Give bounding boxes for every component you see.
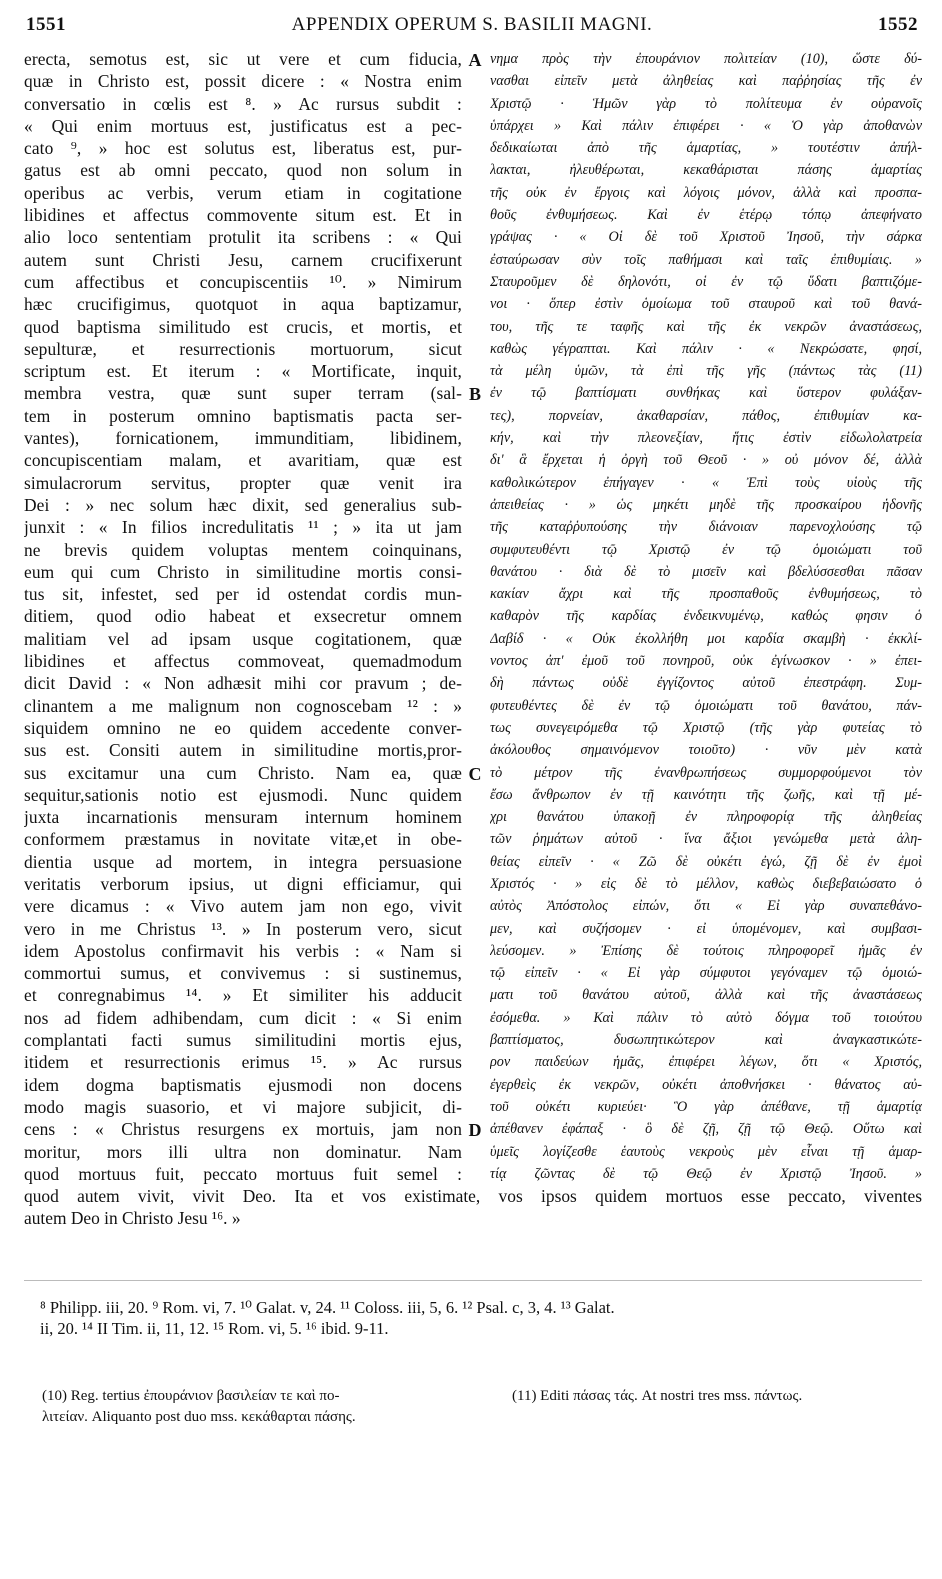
greek-line: λεύσομεν. » Ἐπίσης δὲ τούτοις πληροφορεῖ ἡμᾶς ἐν <box>490 942 922 959</box>
latin-line: commortui sumus, et convivemus : si sustinemus, <box>24 963 462 984</box>
greek-line: του, τῆς τε ταφῆς καὶ τῆς ἐκ νεκρῶν ἀναστάσεως, <box>490 318 922 335</box>
running-title: APPENDIX OPERUM S. BASILII MAGNI. <box>291 14 653 35</box>
latin-line: tus sit, infestet, sed per id ostendat cordis mun- <box>24 584 462 605</box>
latin-line: « Qui enim mortuus est, justificatus est a pec- <box>24 115 462 136</box>
greek-line: ἔσω ἄνθρωπον ἐν τῇ καινότητι τῆς ζωῆς, καὶ τῇ μέ- <box>490 786 922 803</box>
greek-line: ματι τοῦ θανάτου αὐτοῦ, ἀλλὰ καὶ τῆς ἀναστάσεως <box>490 987 922 1004</box>
full-width-conclusion <box>24 1185 922 1230</box>
greek-line: νοι · ὅπερ ἐστὶν ὁμοίωμα τοῦ σταυροῦ καὶ τοῦ θανά- <box>490 296 922 313</box>
latin-line: membra vestra, quæ sunt super terram (sal- <box>24 383 462 404</box>
latin-line: quod baptisma similitudo est crucis, et mortis, et <box>24 316 462 337</box>
latin-line: libidines et affectus commovente situm est. Et in <box>24 205 462 226</box>
greek-line: ἐσταύρωσαν σὺν τοῖς παθήμασι καὶ ταῖς ἐπιθυμίαις. » <box>490 251 922 268</box>
page-number-right: 1552 <box>878 14 918 35</box>
greek-line: ἀπέθανεν ἐφάπαξ · ὃ δὲ ζῇ, ζῇ τῷ Θεῷ. Οὕτω καὶ <box>490 1121 922 1138</box>
greek-line: τῆς καταῤῥυπούσης τὴν διάνοιαν παρενοχλούσης τῷ <box>490 519 922 536</box>
latin-line: cato ⁹, » hoc est solutus est, liberatus est, pur- <box>24 138 462 159</box>
reference-line: ii, 20. ¹⁴ II Tim. ii, 11, 12. ¹⁵ Rom. vi, 5. ¹⁶ ibid. 9-11. <box>40 1319 389 1338</box>
note-line: (10) Reg. tertius ἐπουράνιον βασιλείαν τε καὶ πο- <box>42 1388 340 1404</box>
full-line: quod autem vivit, vivit Deo. Ita et vos existimate, vos ipsos quidem mortuos esse peccato, viventes <box>24 1186 922 1206</box>
latin-line: vere dicamus : « Vivo autem jam non ego, vivit <box>24 896 462 917</box>
greek-line: τως συνεγειρόμεθα τῷ Χριστῷ (τῆς γὰρ φυτείας τὸ <box>490 719 922 736</box>
latin-line: hæc crucifigimus, quotquot in aqua baptizamur, <box>24 294 462 315</box>
greek-line: ὑμεῖς λογίζεσθε ἑαυτοὺς νεκροὺς μὲν εἶναι τῇ ἁμαρ- <box>490 1143 922 1160</box>
margin-marker-b: B <box>468 384 481 404</box>
greek-line: κήν, καὶ τὴν πλεονεξίαν, ἥτις ἐστὶν εἰδωλολατρεία <box>490 430 922 447</box>
latin-line: vero in me Christus ¹³. » In posterum vero, sicut <box>24 918 462 939</box>
latin-line: moritur, mors illi ultra non dominatur. Nam <box>24 1141 462 1162</box>
latin-line: conformem præstamus in novitate vitæ,et in obe- <box>24 829 462 850</box>
latin-line: scriptum est. Et iterum : « Mortificate, inquit, <box>24 361 462 382</box>
greek-line: μεν, καὶ συζήσομεν · εἰ ὑπομένομεν, καὶ συμβασι- <box>490 920 922 937</box>
latin-line: malitiam vel ad ipsam usque cogitationem, quæ <box>24 628 462 649</box>
note-line: (11) Editi πάσας τάς. At nostri tres mss. πάντως. <box>512 1388 803 1404</box>
latin-line: quæ in Christo est, possit dicere : « Nostra enim <box>24 71 462 92</box>
latin-line: tem in posterum omnino baptismatis pacta ser- <box>24 405 462 426</box>
greek-line: νοντος ἀπ' ἐμοῦ τοῦ πονηροῦ, οὐκ ἐγίνωσκον · » ἐπει- <box>490 653 922 670</box>
note-11 <box>512 1386 922 1407</box>
greek-line: τὰ μέλη ὑμῶν, τὰ ἐπὶ τῆς γῆς (πάντως τὰς (11) <box>490 363 922 380</box>
latin-line: concupiscentiam malam, et avaritiam, quæ est <box>24 450 462 471</box>
greek-line: Σταυροῦμεν δὲ δηλονότι, οἱ ἐν τῷ ὕδατι βαπτιζόμε- <box>490 273 922 290</box>
greek-line: ἐν τῷ βαπτίσματι συνθήκας καὶ ὕστερον φυλάξαν- <box>490 385 922 402</box>
greek-line: Χριστός · » εἰς δὲ τὸ μέλλον, καθὼς διεβεβαιώσατο ὁ <box>490 875 922 892</box>
greek-line: Χριστῷ · Ἡμῶν γὰρ τὸ πολίτευμα ἐν οὐρανοῖς <box>490 95 922 112</box>
margin-marker-d: D <box>468 1120 482 1140</box>
latin-line: ditiem, quod odio habeat et exsecretur omnem <box>24 606 462 627</box>
latin-line: clinantem a me malignum non cognoscebam ¹² : » <box>24 695 462 716</box>
latin-line: simulacrorum servitus, propter quæ venit ira <box>24 472 462 493</box>
greek-line: θανάτου · διὰ δὲ τὸ μισεῖν καὶ βδελύσσεσθαι πᾶσαν <box>490 563 922 580</box>
latin-line: sus est. Consiti autem in similitudine mortis,pror- <box>24 740 462 761</box>
greek-line: νημα πρὸς τὴν ἐπουράνιον πολιτείαν (10), ὥστε δύ- <box>490 51 922 67</box>
latin-line: cens : « Christus resurgens ex mortuis, jam non <box>24 1119 462 1140</box>
margin-marker-a: A <box>468 50 482 70</box>
latin-line: junxit : « In filios incredulitatis ¹¹ ; » ita ut jam <box>24 517 462 538</box>
greek-line: τοῦ οὐκέτι κυριεύει· Ὃ γὰρ ἀπέθανε, τῇ ἁμαρτίᾳ <box>490 1098 922 1115</box>
greek-line: τίᾳ ζῶντας δὲ τῷ Θεῷ ἐν Χριστῷ Ἰησοῦ. » <box>490 1165 922 1182</box>
greek-line: θοῦς ἐνθυμήσεως. Καὶ ἐν ἑτέρῳ τόπῳ ἀπεφήνατο <box>490 207 922 224</box>
greek-line: Δαβίδ · « Οὐκ ἐκολλήθη μοι καρδία σκαμβὴ · ἐκκλί- <box>490 630 922 647</box>
full-line: autem Deo in Christo Jesu ¹⁶. » <box>24 1208 241 1229</box>
greek-line: φυτευθέντες δὲ ἐν τῷ ὁμοιώματι τοῦ θανάτου, πάν- <box>490 697 922 714</box>
greek-line: ἀκόλουθος σημαινόμενον τοιοῦτο) · νῦν μὲν κατὰ <box>490 742 922 759</box>
latin-line: nos ad fidem adhibendam, cum dicit : « Si enim <box>24 1007 462 1028</box>
greek-line: ἀπειθείας · » ὡς μηκέτι μηδὲ τῆς προσκαίρου ἡδονῆς <box>490 496 922 513</box>
margin-marker-c: C <box>468 764 482 784</box>
latin-line: eum qui cum Christo in similitudine mortis consi- <box>24 561 462 582</box>
page-header <box>26 14 918 44</box>
scripture-references <box>40 1297 922 1339</box>
latin-line: quod mortuus fuit, peccato mortuus fuit semel : <box>24 1163 462 1184</box>
latin-line: ne brevis quidem voluptas mentem coinquinans, <box>24 539 462 560</box>
latin-line: sus excitamur una cum Christo. Nam ea, quæ <box>24 762 462 783</box>
latin-line: Dei : » nec solum hæc dixit, sed generalius sub- <box>24 494 462 515</box>
latin-line: gatus est ab omni peccato, quod non solum in <box>24 160 462 181</box>
latin-line: conversatio in cœlis est ⁸. » Ac rursus subdit : <box>24 93 462 114</box>
latin-line: veritatis verborum ipsius, ut digni efficiamur, qui <box>24 873 462 894</box>
greek-line: κακίαν ἄχρι καὶ τῆς προσπαθοῦς ἐνθυμήσεως, τὸ <box>490 586 922 603</box>
page-number-left: 1551 <box>26 14 66 35</box>
latin-line: itidem et resurrectionis erimus ¹⁵. » Ac rursus <box>24 1052 462 1073</box>
greek-line: νασθαι εἰπεῖν μετὰ ἀληθείας καὶ παῤῥησίας τῆς ἐν <box>490 73 922 90</box>
greek-line: δὴ πάντως οὐδὲ ἐγγίζοντος αὐτοῦ ἐπεστράφη. Συμ- <box>490 675 922 692</box>
latin-line: operibus ac verbis, verum etiam in cogitatione <box>24 182 462 203</box>
greek-line: θείας εἰπεῖν · « Ζῶ δὲ οὐκέτι ἐγώ, ζῇ δὲ ἐν ἐμοὶ <box>490 853 922 870</box>
greek-line: λακται, ἠλευθέρωται, κεκαθάρισται πάσης ἁμαρτίας <box>490 162 922 179</box>
greek-line: δι' ἃ ἔρχεται ἡ ὀργὴ τοῦ Θεοῦ · » οὐ μόνον δέ, ἀλλὰ <box>490 452 922 469</box>
greek-line: ὑπάρχει » Καὶ πάλιν ἐπιφέρει · « Ὁ γὰρ ἀποθανὼν <box>490 117 922 134</box>
latin-line: et conregnabimus ¹⁴. » Et similiter his adducit <box>24 985 462 1006</box>
greek-line: αὐτὸς Ἀπόστολος εἰπών, ὅτι « Εἰ γὰρ συναπεθάνο- <box>490 898 922 915</box>
greek-line: χρι θανάτου ὑπακοῇ ἐν πληροφορίᾳ τῆς ἀληθείας <box>490 809 922 826</box>
latin-line: modo magis suasorio, et vi majore subjicit, di- <box>24 1096 462 1117</box>
greek-line: συμφυτευθέντι τῷ Χριστῷ ἐν τῷ ὁμοιώματι τοῦ <box>490 541 922 558</box>
greek-line: τες), πορνείαν, ἀκαθαρσίαν, πάθος, ἐπιθυμίαν κα- <box>490 407 922 424</box>
greek-line: τὸ μέτρον τῆς ἐνανθρωπήσεως συμμορφούμενοι τὸν <box>490 764 922 781</box>
greek-column <box>490 48 922 1185</box>
latin-line: libidines et affectus commoveat, quemadmodum <box>24 651 462 672</box>
greek-line: καθὼς γέγραπται. Καὶ πάλιν · « Νεκρώσατε, φησί, <box>490 340 922 357</box>
latin-line: idem dogma baptismatis ejusmodi non docens <box>24 1074 462 1095</box>
greek-line: δεδικαίωται ἀπὸ τῆς ἁμαρτίας, » τουτέστιν ἀπήλ- <box>490 140 922 157</box>
greek-line: ρον παιδεύων ἡμᾶς, ἐπιφέρει λέγων, ὅτι « Χριστός, <box>490 1054 922 1071</box>
latin-line: idem Apostolus confirmavit his verbis : « Nam si <box>24 940 462 961</box>
latin-column <box>24 48 462 1185</box>
footnote-divider <box>24 1280 922 1281</box>
latin-line: sequitur,sationis notio est ejusmodi. Nunc quidem <box>24 784 462 805</box>
latin-line: dientia usque ad mortem, in integra persuasione <box>24 851 462 872</box>
greek-line: τῆς οὐκ ἐν ἔργοις καὶ λόγοις μόνον, ἀλλὰ καὶ προσπα- <box>490 184 922 201</box>
latin-line: alio loco sententiam protulit ita scribens : « Qui <box>24 227 462 248</box>
latin-line: vantes), fornicationem, immunditiam, libidinem, <box>24 428 462 449</box>
greek-line: τῶν ῥημάτων αὐτοῦ · ἵνα ἄξιοι γενώμεθα μετὰ ἀλη- <box>490 831 922 848</box>
latin-line: erecta, semotus est, sic ut vere et cum fiducia, <box>24 49 462 69</box>
note-line: λιτείαν. Aliquanto post duo mss. κεκάθαρται πάσης. <box>42 1409 356 1425</box>
greek-line: ἐσόμεθα. » Καὶ πάλιν τὸ αὐτὸ δόγμα τοῦ τοιούτου <box>490 1009 922 1026</box>
greek-line: καθαρὸν τῆς καρδίας ἐνδεικνυμένῳ, καθώς φησιν ὁ <box>490 608 922 625</box>
greek-line: βαπτίσματος, δυσωπητικώτερον καὶ ἀναγκαστικώτε- <box>490 1032 922 1049</box>
greek-line: ἐγερθεὶς ἐκ νεκρῶν, οὐκέτι ἀποθνήσκει · θάνατος αὐ- <box>490 1076 922 1093</box>
latin-line: sepulturæ, et resurrectionis mortuorum, sicut <box>24 338 462 359</box>
latin-line: juxta incarnationis mensuram internum hominem <box>24 807 462 828</box>
latin-line: siquidem omnino ne eo quidem accedente conver- <box>24 717 462 738</box>
greek-line: γράψας · « Οἱ δὲ τοῦ Χριστοῦ Ἰησοῦ, τὴν σάρκα <box>490 229 922 246</box>
latin-line: autem sunt Christi Jesu, carnem crucifixerunt <box>24 249 462 270</box>
latin-line: dicit David : « Non adhæsit mihi cor pravum ; de- <box>24 673 462 694</box>
greek-line: καθολικώτερον ἐπήγαγεν · « Ἐπὶ τοὺς υἱοὺς τῆς <box>490 474 922 491</box>
greek-line: τῷ εἰπεῖν · « Εἰ γὰρ σύμφυτοι γεγόναμεν τῷ ὁμοιώ- <box>490 965 922 982</box>
latin-line: cum affectibus et concupiscentiis ¹⁰. » Nimirum <box>24 271 462 292</box>
reference-line: ⁸ Philipp. iii, 20. ⁹ Rom. vi, 7. ¹⁰ Galat. v, 24. ¹¹ Coloss. iii, 5, 6. ¹² Psal. c, 3, 4. ¹³ Galat. <box>40 1298 615 1317</box>
latin-line: complantati facti sumus similitudini mortis ejus, <box>24 1030 462 1051</box>
note-10 <box>42 1386 462 1428</box>
